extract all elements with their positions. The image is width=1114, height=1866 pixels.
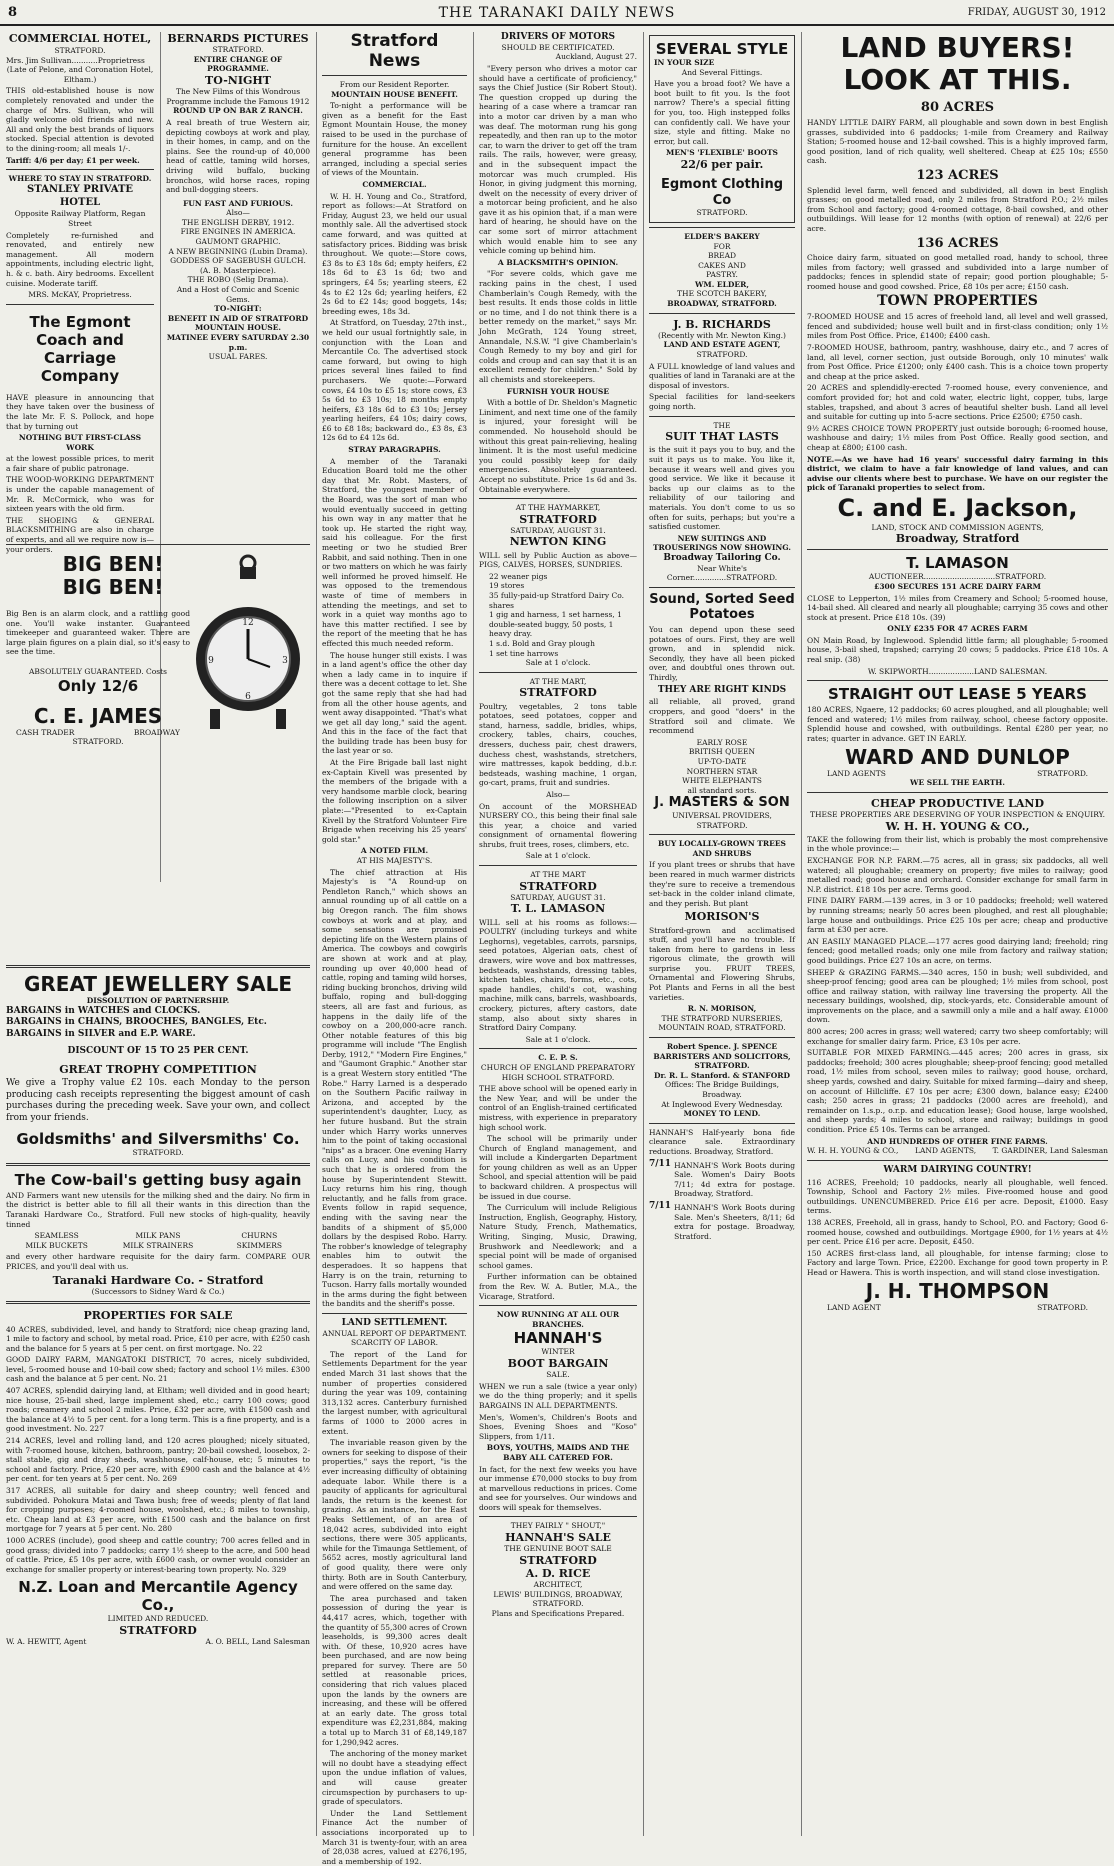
morison-text: If you plant trees or shrubs that have been reared in much warmer districts they're sure to receive a tremendous set-back in the colder inland climate, and they perish. But plant: [649, 860, 795, 908]
acres-text: HANDY LITTLE DAIRY FARM, all ploughable and sown down in best English grasses, subdivided into 6 paddocks; 1-mile from Creamery and Railway Station; 5-roomed house and 12-bail cowshed. This is a highly improved farm, good position, land of rich quality, well sheltered. Cheap at £25 10s; £550 cash.: [807, 117, 1108, 166]
list-item: SEAMLESS: [34, 1231, 79, 1241]
land-buyers-look: LOOK AT THIS.: [843, 63, 1072, 97]
hotel-title: COMMERCIAL HOTEL,: [8, 32, 152, 45]
acres-text: Choice dairy farm, situated on good metalled road, handy to school, three miles from factory; well grassed and subdivided into a large number of paddocks; fences in splendid state of repair; good portion ploughable; 5-roomed house and good cowshed. Price, £8 10s per acre; £150 cash.: [807, 253, 1108, 291]
acres-heading: 123 ACRES: [916, 167, 999, 183]
big-ben-guarantee: ABSOLUTELY GUARANTEED. Costs: [29, 666, 167, 676]
cheap-item: SUITABLE FOR MIXED FARMING.—445 acres; 200 acres in grass, six paddocks; freehold; 300 acres ploughable; sheep-proof fencing; good metalled road, 1½ miles from school, seven miles to railway; good house, orchard, sheep yards, cowshed and dairy. Suitable for mixed farming—dairy and sheep, on account of Hillcliffe. £7 10s per acre; £300 down, balance easy; £2400 cash; 250 acres in grass; 21 paddocks (2000 acres are freehold), and remainder on 1.s.p., o.r.p. and education lease); Good house, large woolshed, and sheep yards; 4 miles to school, store and railway; buildings in good condition. Price £5 10s. Terms can be arranged.: [807, 1048, 1108, 1135]
cheap-item: FINE DAIRY FARM.—139 acres, in 3 or 10 paddocks; freehold; well watered by running streams; nearly 50 acres been ploughed, and rest all ploughable; large house and outbuildings. Price £25 10s per acre; cheap and productive farm at £30 per acre.: [807, 896, 1108, 935]
thompson-right: STRATFORD.: [1037, 1302, 1088, 1312]
motor-place: Auckland, August 27.: [555, 52, 637, 62]
town-note: NOTE.—As we have had 16 years' successful dairy farming in this district, we claim to have a fair knowledge of land values, and can advise our clients where best to purchase. We have on our register the pick of Taranaki properties to select from.: [807, 454, 1108, 493]
jewellery-text: We give a Trophy value £2 10s. each Monday to the person producing cash receipts representing the biggest amount of cash purchases during the preceding week. Save your own, and collect from your friends.: [6, 1078, 310, 1123]
alarm-clock-icon: [190, 549, 310, 832]
style-men: MEN'S 'FLEXIBLE' BOOTS: [666, 148, 778, 158]
news-paragraph: The anchoring of the money market will no doubt have a steadying effect upon the undue inflation of values, and will cause greater circumspection by purchasers to up-grade of speculators.: [322, 1749, 467, 1807]
architect-sub: ARCHITECT,: [533, 1580, 583, 1590]
furnish-text: With a bottle of Dr. Sheldon's Magnetic Liniment, and next time one of the family is injured, your foresight will be commended. No household should be without this great pain-relieving, healing liniment. It is the most useful medicine you could possibly keep for daily emergencies. Absolutely guaranteed. Accept no substitute. Price 1s 6d and 3s. Obtainable everywhere.: [479, 398, 637, 494]
news-paragraph: W. H. H. Young and Co., Stratford, report as follows:—At Stratford on Friday, August 23, we held our usual monthly sale. All the advertised stock came forward, and was quitted at satisfactory prices. Bidding was brisk throughout. We quote:—Store cows, £3 8s to £3 18s 6d; empty heifers, £2 18s 6d to £3 1s 6d; two and springers, £4 5s; yearling steers, £2 4s to £2 12s 6d; yearling heifers, £2 2s 6d to £2 14s; good boggets, 14s; breeding ewes, 18s 3d.: [322, 191, 467, 316]
hotel-text: THIS old-established house is now completely renovated and under the charge of Mrs. Sullivan, who will gladly welcome old friends and new. All and only the best brands of liquors stocked. Special attention is devoted to the dining-room; all meals 1/-.: [6, 86, 154, 154]
stay-name: STANLEY PRIVATE HOTEL: [26, 183, 134, 208]
motor-sub: SHOULD BE CERTIFICATED.: [501, 42, 615, 52]
haymarket-date: SATURDAY, AUGUST 31.: [510, 525, 606, 535]
svg-text:9: 9: [208, 656, 214, 666]
lamason-offer-text: ON Main Road, by Inglewood. Splendid little farm; all ploughable; 5-roomed house, 3-bail shed, trapshed; carrying 20 cows; 5 paddocks. Price £18 10s. A real snip. (38): [807, 635, 1108, 665]
column-rule: [643, 32, 644, 1836]
cheap-title: CHEAP PRODUCTIVE LAND: [871, 796, 1044, 810]
furnish-title: FURNISH YOUR HOUSE: [506, 386, 610, 396]
list-item: 22 weaner pigs: [489, 571, 548, 581]
news-from: From our Resident Reporter.: [339, 80, 450, 90]
hannah-winter: WINTER: [541, 1347, 575, 1357]
nz-loan-title: N.Z. Loan and Mercantile Agency Co.,: [18, 1578, 298, 1615]
seed-title: Sound, Sorted Seed Potatoes: [649, 591, 795, 623]
nz-loan-sub: LIMITED AND REDUCED.: [107, 1614, 209, 1624]
spence-left: Robert Spence. J. SPENCE BARRISTERS AND SOLICITORS, STRATFORD.: [653, 1042, 791, 1071]
blacksmith-text: "For severe colds, which gave me racking pains in the chest, I used Chamberlain's Cough Remedy, with the best results. It ends those colds in little or no time, and I do not think there is a better remedy on the market," says Mr. John McGrath, 124 Young street, Annandale, N.S.W. "I give Chamberlain's Cough Remedy to my boy and girl for colds and croup and can say that it is an excellent remedy for children." Sold by all chemists and storekeepers.: [479, 269, 637, 384]
hannah-small-ad: HANNAH'S Work Boots during Sale. Men's Sheeters, 8/11; 6d extra for postage. Broadway, Stratford.: [674, 1202, 795, 1241]
architect-plans: Plans and Specifications Prepared.: [491, 1609, 625, 1619]
property-item: 317 ACRES, all suitable for dairy and sheep country; well fenced and subdivided. Pohokura Matai and Tawa bush; free of weeds; plenty of flat land for cropping purposes; 4-roomed house, woolshed, etc.; 8 miles to township, etc. Cheap land at £3 per acre, with £1500 cash and the balance on first mortgage for 7 years at 5 per cent. No. 280: [6, 1486, 310, 1534]
news-paragraph: At Stratford, on Tuesday, 27th inst., we held our usual fortnightly sale, in conjunction with the Loan and Mercantile Co. The advertised stock came forward, but owing to high prices several lines failed to find purchasers. We quote:—Forward cows, £4 10s to £5 1s; store cows, £3 5s 6d to £3 10s; 18 months empty heifers, £3 18s 6d to £3 10s; Jersey yearling heifers, £4 10s; dairy cows, £6 to £8 18s; backward do., £3 8s, £3 12s 6d to £4 12s 6d.: [322, 318, 467, 443]
nz-loan-agent: W. A. HEWITT, Agent: [6, 1637, 87, 1647]
lease-text: 180 ACRES, Ngaere, 12 paddocks; 60 acres ploughed, and all ploughable; well fenced and watered; 1½ miles from railway, school, cheese factory opposite. Splendid house and cowshed, with outbuildings. Rental £280 per year, no rates; quarter in advance. GET IN EARLY.: [807, 705, 1108, 744]
hannah2-place: STRATFORD: [519, 1553, 597, 1567]
list-item: CHURNS: [241, 1231, 278, 1241]
hotel-tariff: Tariff: 4/6 per day; £1 per week.: [6, 155, 140, 165]
morison-name: R. N. MORISON,: [687, 1004, 757, 1014]
news-paragraph: Under the Land Settlement Finance Act the number of associations incorporated up to March 31 is twenty-four, with an area of 28,038 acres, valued at £276,195, and a membership of 192.: [322, 1808, 467, 1866]
cheap-sign: T. GARDINER, Land Salesman: [992, 1146, 1108, 1156]
jackson-sub: LAND, STOCK AND COMMISSION AGENTS,: [871, 522, 1044, 532]
spence-right: Dr. R. L. Stanford. & STANFORD: [653, 1070, 791, 1080]
acres-heading: 136 ACRES: [916, 235, 999, 251]
big-ben-advert: [2, 540, 314, 960]
james-cash: CASH TRADER: [16, 727, 75, 737]
list-item: UP-TO-DATE: [697, 757, 747, 766]
school-text: The Curriculum will include Religious Instruction, English, Geography, History, Nature Study, French, Mathematics, Writing, Singing, Music, Drawing, Brushwork and Needlework; and a special point will be made of organised school games.: [479, 1203, 637, 1270]
pictures-text-3: A real breath of true Western air, depicting cowboys at work and play, in their homes, in camp, and on the plains. See the round-up of 40,000 head of cattle, taming wild horses, driving wild buffalo, bucking bronchos, wild horse races, roping and bull-dogging steers.: [166, 117, 310, 195]
hannah-title: HANNAH'S: [513, 1329, 603, 1348]
mart-text-2: On account of the MORSHEAD NURSERY CO., this being their final sale this year, a choice and varied consignment of ornamental flowering shrubs, fruit trees, roses, climbers, etc.: [479, 801, 637, 849]
pictures-text-4: FUN FAST AND FURIOUS.: [183, 198, 293, 208]
list-item: And a Host of Comic and Scenic Gems.: [176, 285, 300, 304]
school-title: C. E. P. S.: [538, 1053, 578, 1063]
svg-text:3: 3: [282, 656, 288, 666]
hannah2-sub: THE GENUINE BOOT SALE: [504, 1544, 612, 1554]
architect-name: A. D. RICE: [525, 1567, 591, 1581]
cheap-item: EXCHANGE FOR N.P. FARM.—75 acres, all in grass; six paddocks, all well watered; all ploughable; creamery on property; five miles to railway; good metalled road; good house and orchard. Consider exchange for small farm in N.P. district. £18 10s per acre. Terms good.: [807, 855, 1108, 894]
hannah-boys: BOYS, YOUTHS, MAIDS AND THE BABY ALL CATERED FOR.: [486, 1443, 630, 1462]
blacksmith-title: A BLACKSMITH'S OPINION.: [497, 257, 619, 267]
bakery-for: FOR: [713, 241, 731, 251]
news-subsection: ANNUAL REPORT OF DEPARTMENT.: [322, 1328, 467, 1338]
thompson-title: J. H. THOMPSON: [865, 1278, 1050, 1303]
cowbail-items: [6, 1231, 310, 1250]
school-text: THE above school will be opened early in the New Year, and will be under the control of an English-trained certificated mistress, with experience in preparatory high school work.: [479, 1084, 637, 1132]
morison-text-2: Stratford-grown and acclimatised stuff, and you'll have no trouble. If taken from here to gardens in less rigorous climate, the growth will surprise you. FRUIT TREES, Ornamental and Flowering Shrubs, Pot Plants and Ferns in all the best varieties.: [649, 925, 795, 1002]
mart-sale: Sale at 1 o'clock.: [525, 851, 591, 861]
hannah-now: NOW RUNNING AT ALL OUR BRANCHES.: [496, 1310, 620, 1329]
pictures-benefit: BENEFIT IN AID OF STRATFORD MOUNTAIN HOUSE.: [167, 313, 309, 333]
hotel-place: STRATFORD.: [54, 46, 106, 56]
hotel-note: (Late of Pelone, and Coronation Hotel, Eltham.): [6, 65, 154, 84]
suit-the: THE: [713, 420, 731, 430]
mart-text: Poultry, vegetables, 2 tons table potatoes, seed potatoes, copper and stand, harness, saddle, bridles, whips, crockery, tables, chairs, couches, dressers, duchess pair, chest drawers, duchess chest, washstands, stretchers, wire mattresses, kapok bedding, d.b.r. bedsteads, washing machine, 1 organ, go-cart, prams, fruit and sundries.: [479, 701, 637, 788]
column-rule: [801, 32, 802, 1836]
cheap-sign: LAND AGENTS,: [915, 1146, 977, 1156]
school-text: The school will be primarily under Church of England management, and will include a Kindergarten Department for young children as well as an Upper School, and special attention will be paid to backward children. A prospectus will be issued in due course.: [479, 1134, 637, 1201]
school-sub: CHURCH OF ENGLAND PREPARATORY HIGH SCHOOL STRATFORD.: [480, 1062, 636, 1082]
ward-title: WARD AND DUNLOP: [845, 744, 1070, 769]
list-item: A NEW BEGINNING (Lubin Drama).: [168, 246, 308, 256]
newton-king-text: WILL sell by Public Auction as above—PIGS, CALVES, HORSES, SUNDRIES.: [479, 550, 637, 570]
suit-near: Near White's Corner..............STRATFORD.: [666, 563, 778, 583]
haymarket-place: STRATFORD: [519, 512, 597, 526]
suit-new: NEW SUITINGS AND TROUSERINGS NOW SHOWING.: [652, 533, 792, 553]
cowbail-text-2: and every other hardware requisite for the dairy farm. COMPARE OUR PRICES, and you'll deal with us.: [6, 1252, 310, 1271]
list-item: MILK STRAINERS: [122, 1240, 194, 1250]
james-street: BROADWAY: [133, 727, 180, 737]
masters-place: STRATFORD.: [696, 820, 748, 830]
nz-loan-salesman: A. O. BELL, Land Salesman: [205, 1637, 310, 1647]
news-paragraph: The invariable reason given by the owners for seeking to dispose of their properties," says the report, "is the ever increasing difficulty of obtaining adequate labor. While there is a paucity of applicants for agricultural lands, the return is the keenest for grazing. As an instance, for the East Peaks Settlement, of an area of 18,042 acres, subdivided into eight sections, there were 305 applicants, while for the Timaunga Settlement, of 5652 acres, mostly agricultural land of good quality, there were only thirty. Both are in South Canterbury, and were offered on the same day.: [322, 1438, 467, 1592]
big-ben-text: Big Ben is an alarm clock, and a rattling good one. You'll wake instanter. Guaranteed timekeeper and guaranteed waker. There are large plain figures on a plain dial, so it's easy to see the time.: [6, 609, 190, 657]
list-item: MILK BUCKETS: [25, 1240, 88, 1250]
lamason-sign: W. SKIPWORTH...................LAND SALESMAN.: [867, 666, 1048, 676]
town-item: 7-ROOMED HOUSE and 15 acres of freehold land, all level and well grassed, fenced and subdivided; house well built and in first-class condition; only 1½ miles from Post Office. Price, £1400; £400 cash.: [807, 312, 1108, 341]
motor-title: DRIVERS OF MOTORS: [500, 32, 616, 42]
egmont-title: The Egmont Coach and Carriage Company: [29, 312, 131, 385]
lamason-sub: AUCTIONEER..............................STRATFORD.: [868, 572, 1047, 582]
news-paragraph: The house hunger still exists. I was in a land agent's office the other day when a lady came in to inquire if there was a decent cottage to let. She got the same reply that she had had from all the other house agents, and went away disappointed. "That's what we get all day long," said the agent. And this in the face of the fact that the building trade has been busy for the last year or so.: [322, 650, 467, 756]
stay-title: WHERE TO STAY IN STRATFORD.: [8, 174, 152, 184]
list-item: THE ENGLISH DERBY, 1912.: [181, 217, 295, 227]
lower-left-adverts: [2, 960, 314, 1836]
hannah-boot: BOOT BARGAIN: [507, 1356, 609, 1370]
news-section: LAND SETTLEMENT.: [341, 1317, 448, 1328]
pictures-place: STRATFORD.: [212, 45, 264, 55]
pictures-tonight-2: TO-NIGHT:: [214, 304, 262, 314]
cowbail-firm: Taranaki Hardware Co. - Stratford: [52, 1273, 264, 1287]
cheap-item: SHEEP & GRAZING FARMS.—340 acres, 150 in bush; well subdivided, and sheep-proof fencing; good area can be ploughed; 1½ miles from school, post office and railway station, with railway line traversing the property. All the necessary buildings, woolshed, dip, stock-yards, etc. Considerable amount of improvements on the place, and a sawmill only a mile and a half away. £1000 down.: [807, 967, 1108, 1025]
news-section: MOUNTAIN HOUSE BENEFIT.: [331, 89, 458, 99]
town-title: TOWN PROPERTIES: [877, 293, 1038, 310]
property-item: 214 ACRES, level and rolling land, and 120 acres ploughed; nicely situated, with 7-roomed house, kitchen, bathroom, pantry; 20-bail cowshed, loosebox, 2-stall stable, gig and dray sheds, washhouse, calf-house, etc; 5 minutes to school and factory. Price, £20 per acre, with £900 cash and the balance at 4½ per cent. for ten years at 5 per cent. No. 269: [6, 1436, 310, 1484]
cheap-firm: W. H. H. YOUNG & CO.,: [885, 819, 1030, 833]
warm-item: 138 ACRES, Freehold, all in grass, handy to School, P.O. and Factory; Good 6-roomed house, cowshed and outbuildings. Mortgage £900, for 1½ years at 4½ per cent. Price £16 per acre. Deposit, £450.: [807, 1217, 1108, 1247]
spence-money: MONEY TO LEND.: [683, 1109, 761, 1119]
list-item: FIRE ENGINES IN AMERICA.: [180, 227, 296, 237]
bakery-name: WM. ELDER,: [694, 279, 749, 289]
egmont-clothing-place: STRATFORD.: [696, 208, 748, 218]
cowbail-successors: (Successors to Sidney Ward & Co.): [91, 1286, 225, 1296]
properties-title: PROPERTIES FOR SALE: [83, 1309, 233, 1323]
style-title: SEVERAL STYLE: [655, 40, 789, 58]
thompson-left: LAND AGENT: [827, 1302, 881, 1312]
hannah-text: WHEN we run a sale (twice a year only) we do the thing properly; and it spells BARGAINS IN ALL DEPARTMENTS.: [479, 1381, 637, 1410]
suit-title: SUIT THAT LASTS: [665, 430, 779, 444]
morison-sub: THE STRATFORD NURSERIES,: [661, 1013, 783, 1023]
spence-offices: Offices: The Bridge Buildings, Broadway.: [664, 1080, 780, 1099]
hannah-fairly: THEY FAIRLY " SHOUT,": [510, 1521, 606, 1531]
cowbail-text: AND Farmers want new utensils for the milking shed and the dairy. No firm in the district is better able to fill all their wants in this direction than the Taranaki Hardware Co., Stratford. Full new stocks of high-quality, heavily tinned: [6, 1190, 310, 1229]
column-4: [475, 32, 641, 1836]
cowbail-title: The Cow-bail's getting busy again: [14, 1170, 302, 1189]
james-place: STRATFORD.: [72, 737, 124, 747]
list-item: (A. B. Masterpiece).: [199, 265, 276, 275]
suit-firm: Broadway Tailoring Co.: [663, 552, 781, 563]
list-item: 1 set tine harrows: [489, 648, 559, 658]
news-title: Stratford News: [350, 31, 439, 71]
column-2-top: [162, 32, 314, 502]
column-5: [645, 32, 799, 1836]
pictures-title: BERNARDS PICTURES: [167, 32, 309, 45]
cheap-item: 800 acres; 200 acres in grass; well watered; carry two sheep comfortably; will exchange for smaller dairy farm. Price, £3 10s per acre.: [807, 1027, 1108, 1046]
style-text: Have you a broad foot? We have a boot built to fit you. Is the foot narrow? There's a special fitting for you, too. High instepped folks can confidently call. We have your size, style and fitting. Make no error, but call.: [654, 79, 790, 146]
egmont-text-5: THE SHOEING & GENERAL BLACKSMITHING are also in charge of experts, and all we require now is—your orders.: [6, 515, 154, 554]
bakery-title: ELDER'S BAKERY: [684, 231, 760, 241]
seed-right: THEY ARE RIGHT KINDS: [657, 684, 787, 695]
column-rule: [473, 32, 474, 1836]
hotel-proprietor: Mrs. Jim Sullivan...........Proprietress: [6, 55, 145, 65]
hannah-price: 7/11: [649, 1200, 672, 1211]
news-paragraph: To-night a performance will be given as a benefit for the East Egmont Mountain House, the money raised to be used in the purchase of furniture for the house. An excellent general programme has been arranged, including a special series of views of the Mountain.: [322, 101, 467, 178]
ward-sell: WE SELL THE EARTH.: [910, 778, 1005, 788]
property-item: 1000 ACRES (include), good sheep and cattle country; 700 acres felled and in good grass; divided into 7 paddocks; carry 1½ sheep to the acre, and 500 head of cattle. Price, £5 10s per acre, with £600 cash, or owner would consider an exchange for smaller property or interest-bearing town property. No. 329: [6, 1535, 310, 1574]
news-section: STRAY PARAGRAPHS.: [348, 445, 441, 455]
masters-title: J. MASTERS & SON: [654, 795, 790, 811]
property-item: 407 ACRES, splendid dairying land, at Eltham; well divided and in good heart; nice house, 25-bail shed, large implement shed, etc.; carry 100 cows; good roads; creamery and school 2 miles. Price, £32 per acre, with £1500 cash and the balance at 4½ to 5 per cent. for a long term. This is a fine property, and is a good investment. No. 227: [6, 1386, 310, 1434]
acres-heading: 80 ACRES: [920, 100, 995, 116]
newspaper-title: THE TARANAKI DAILY NEWS: [438, 5, 676, 21]
masthead: [0, 0, 1114, 26]
nz-loan-place: STRATFORD: [119, 1623, 197, 1637]
newton-king-list: [479, 572, 637, 658]
architect-place: STRATFORD.: [532, 1599, 584, 1609]
newton-king-sale: Sale at 1 o'clock.: [525, 658, 591, 668]
stay-text: Completely re-furnished and renovated, and entirely new management. All modern appointments, including electric light, h. & c. bath. Airy bedrooms. Excellent cuisine. Moderate tariff.: [6, 230, 154, 288]
warm-item: 116 ACRES, Freehold; 10 paddocks, nearly all ploughable, well fenced. Township, School and Factory 2½ miles. Five-roomed house and good outbuildings. UNENCUMBERED. Price £16 per acre. Deposit, £1000. Easy terms.: [807, 1177, 1108, 1216]
motor-text: "Every person who drives a motor car should have a certificate of proficiency," says the Chief Justice (Sir Robert Stout). The question cropped up during the hearing of a case where a tramcar ran into a motor car driven by a man who was deaf. The motorman rung his gong repeatedly, and then ran up to the motor car, to warn the driver to get off the tram rails. The rails, however, were greasy, and in the subsequent impact the motorcar was much crumpled. His Honor, in giving judgment this morning, dwelt on the necessity of every driver of a motorcar being proficient, and he also gave it as his opinion that, if a man were hard of hearing, he should have on the car some sort of mirror attachment which would enable him to see any vehicle coming up behind him.: [479, 63, 637, 256]
news-paragraph: The report of the Land for Settlements Department for the year ended March 31 last shows that the number of properties considered during the year was 109, containing 313,132 acres. Canterbury furnished the largest number, with agricultural farms of 1000 to 2000 acres in extent.: [322, 1349, 467, 1436]
hannah2-title: HANNAH'S SALE: [505, 1531, 611, 1545]
column-3-stratford-news: [318, 31, 471, 1866]
richards-place: STRATFORD.: [696, 350, 748, 360]
hannah-small-ad: HANNAH'S Work Boots during Sale. Women's Dairy Boots 7/11; 4d extra for postage. Broadway, Stratford.: [674, 1160, 795, 1199]
cheap-sub: THESE PROPERTIES ARE DESERVING OF YOUR INSPECTION & ENQUIRY.: [809, 810, 1106, 820]
ward-sub: LAND AGENTS: [827, 768, 886, 778]
property-item: 40 ACRES, subdivided, level, and handy to Stratford; nice cheap grazing land, 1 mile to factory and school, by metal road. Price, £10 per acre, with £250 cash and the balance for 5 years at 5 per cent. on first mortgage. No. 22: [6, 1324, 310, 1353]
richards-title: J. B. RICHARDS: [673, 317, 771, 331]
architect-address: LEWIS' BUILDINGS, BROADWAY,: [493, 1589, 623, 1599]
svg-text:12: 12: [242, 618, 254, 628]
land-buyers-title: LAND BUYERS!: [840, 31, 1075, 64]
mart2-place: STRATFORD: [519, 879, 597, 893]
column-6-land: [803, 32, 1112, 1836]
richards-text-2: Special facilities for land-seekers going north.: [649, 392, 795, 411]
list-item: 1 gig and harness, 1 set harness, 1 double-seated buggy, 50 posts, 1 heavy dray.: [489, 610, 622, 639]
news-paragraph: At the Fire Brigade ball last night ex-Captain Kivell was presented by the members of the brigade with a very handsome marble clock, bearing the following inscription on a silver plate:—"Presented to ex-Captain Kivell by the Stratford Volunteer Fire Brigade when receiving his 25 years' gold star.": [322, 758, 467, 844]
acres-text: Splendid level farm, well fenced and subdivided, all down in best English grasses; on good metalled road, only 2 miles from Stratford P.O.; 2½ miles from School and factory; good 4-roomed cottage, 8-bail cowshed, and other outbuildings. Will lease for 12 months (with option of renewal) at 22/6 per acre.: [807, 185, 1108, 233]
pictures-text-2: ROUND UP ON BAR Z RANCH.: [173, 106, 303, 116]
masters-sub: UNIVERSAL PROVIDERS,: [672, 810, 772, 820]
hannah-text-2: Men's, Women's, Children's Boots and Shoes, Evening Shoes and "Koso" Slippers, from 1/11.: [479, 1412, 637, 1441]
egmont-text-2: NOTHING BUT FIRST-CLASS WORK: [18, 433, 142, 452]
jewellery-line-2: BARGAINS in CHAINS, BROOCHES, BANGLES, Etc.: [6, 1017, 267, 1028]
morison-buy: BUY LOCALLY-GROWN TREES AND SHRUBS: [658, 839, 786, 858]
jewellery-sub: DISSOLUTION OF PARTNERSHIP.: [86, 996, 230, 1005]
style-price: 22/6 per pair.: [680, 157, 764, 171]
jewellery-firm: Goldsmiths' and Silversmiths' Co.: [16, 1130, 300, 1149]
mart2-at: AT THE MART: [530, 870, 586, 880]
list-item: SKIMMERS: [236, 1240, 282, 1250]
news-paragraph: The chief attraction at His Majesty's is "A Round-up on Pendleton Ranch," which shows an annual rounding up of all cattle on a big Oregon ranch. The film shows cowboys at work and at play, and some sensations are promised depicting life on the Western plains of America. The cowboys and cowgirls are shown at work and at play, rounding up over 40,000 head of cattle, roping and taming wild horses, riding bucking bronchos, driving wild buffalo, roping and bull-dogging steers, all are fast and furious, as happens in the daily life of the cowboy on a 200,000-acre ranch. Other notable features of this big programme will include "The English Derby, 1912," "Modern Fire Engines," and "Gaumont Graphic." Another star is a great Western story entitled "The Robe." Harry Larned is a desperado on the Southern Pacific railway in Arizona, and accepted by the superintendent's daughter, Lucy, as her future husband. But the strain under which Harry works unnerves him to the point of taking occasional "nips" as a bracer. One evening Harry calls on Lucy, and his condition is such that he is ordered from the house by Superintendent Stewitt. Lucy returns him his ring, though reluctantly, and he falls from grace. Events follow in rapid sequence, ending with the saving near the bandits of a shipment of $5,000 dollars by the despised Robo. Harry. The robber's knowledge of telegraphy enables him to outwit the desperadoes. It so happens that Harry is on the train, returning to Tucson. Harry falls mortally wounded in the arms during the fight between the bandits and the sheriff's posse.: [322, 867, 467, 1309]
cheap-text: TAKE the following from their list, which is probably the most comprehensive in the whole province:—: [807, 834, 1108, 854]
list-item: MILK PANS: [135, 1231, 181, 1241]
big-ben-price: Only 12/6: [57, 676, 139, 695]
ward-place: STRATFORD.: [1037, 768, 1088, 778]
jewellery-line-3: BARGAINS in SILVER and E.P. WARE.: [6, 1028, 196, 1039]
richards-land: LAND AND ESTATE AGENT,: [663, 340, 781, 350]
news-section: A NOTED FILM.: [360, 846, 429, 856]
james-name: C. E. JAMES: [33, 703, 163, 728]
jewellery-discount: DISCOUNT OF 15 TO 25 PER CENT.: [67, 1046, 249, 1057]
warm-item: 150 ACRES first-class land, all ploughable, for intense farming; close to Factory and large Town. Price, £2200. Exchange for good town property in P. Head or Hawera. This is worth inspection, and will stand close investigation.: [807, 1248, 1108, 1277]
list-item: 19 stores: [489, 581, 525, 591]
pictures-change: ENTIRE CHANGE OF PROGRAMME.: [193, 54, 283, 74]
hannah-text-3: In fact, for the next few weeks you have our immense £70,000 stocks to buy from at marvellous reductions in prices. Come and see for yourselves. Our windows and doors will speak for themselves.: [479, 1464, 637, 1512]
newton-king: NEWTON KING: [509, 535, 607, 549]
lamason-offer: ONLY £235 FOR 47 ACRES FARM: [887, 624, 1028, 634]
lamason-sale: Sale at 1 o'clock.: [525, 1034, 591, 1044]
list-item: GAUMONT GRAPHIC.: [195, 237, 281, 247]
news-subsection: SCARCITY OF LABOR.: [351, 1338, 438, 1348]
big-ben-heading-2: BIG BEN!: [62, 575, 164, 599]
lamason-title: T. L. LAMASON: [510, 902, 606, 916]
list-item: GODDESS OF SAGEBUSH GULCH.: [170, 256, 306, 266]
list-item: 35 fully-paid-up Stratford Dairy Co. shares: [489, 591, 625, 610]
list-item: WHITE ELEPHANTS: [682, 776, 762, 786]
hannah-sale: SALE.: [546, 1370, 570, 1380]
bakery-place: BROADWAY, STRATFORD.: [667, 299, 777, 309]
pictures-matinee: MATINEE EVERY SATURDAY 2.30 p.m.: [166, 333, 310, 352]
morison-title: MORISON'S: [684, 910, 760, 924]
bakery-item: CAKES AND: [698, 260, 746, 270]
seed-text: You can depend upon these seed potatoes of ours. First, they are well grown, and in splendid nick. Secondly, they have all been picked over, and doubtful ones thrown out. Thirdly,: [649, 625, 795, 683]
jackson-place: Broadway, Stratford: [895, 532, 1020, 546]
list-item: BRITISH QUEEN: [688, 747, 756, 757]
list-item: 1 s.d. Bold and Gray plough: [489, 639, 595, 649]
issue-date: FRIDAY, AUGUST 30, 1912: [967, 7, 1106, 18]
cheap-sign: W. H. H. YOUNG & CO.,: [807, 1146, 899, 1156]
list-item: EARLY ROSE: [696, 737, 748, 747]
mart-at: AT THE MART,: [529, 676, 587, 686]
page-number: 8: [8, 5, 18, 20]
list-item: Also—: [226, 208, 250, 218]
jewellery-title: GREAT JEWELLERY SALE: [23, 972, 293, 996]
hannah-price: 7/11: [649, 1158, 672, 1169]
bakery-sub: THE SCOTCH BAKERY,: [677, 289, 767, 299]
egmont-text-4: THE WOOD-WORKING DEPARTMENT is under the capable management of Mr. R. McCormick, who was for sixteen years with the old firm.: [6, 475, 154, 514]
richards-sub: (Recently with Mr. Newton King.): [658, 330, 786, 340]
svg-text:6: 6: [245, 692, 251, 702]
spence-branch: At Inglewood Every Wednesday.: [661, 1099, 783, 1109]
mart2-date: SATURDAY, AUGUST 31.: [510, 892, 606, 902]
list-item: all standard sorts.: [687, 785, 757, 795]
jewellery-trophy: GREAT TROPHY COMPETITION: [59, 1062, 257, 1076]
bakery-item: BREAD: [707, 251, 737, 261]
morison-address: MOUNTAIN ROAD, STRATFORD.: [658, 1023, 786, 1033]
lamason-offer: £300 SECURES 151 ACRE DAIRY FARM: [874, 581, 1041, 591]
news-paragraph: A member of the Taranaki Education Board told me the other day that Mr. Robt. Masters, of Stratford, the youngest member of the Board, was the sort of man who would eventually succeed in getting his own way in any matter that he took up. He started the right way, said his colleague. For the first meeting or two he studied Brer Rabbit, and said nothing. Then in one or two matters on which he was fairly well informed he proved himself. He was opposed to the tremendous waste of time of members in attending the meetings, and set to work in a quiet way months ago to have this matter rectified. I see by the report of the meeting that he has effected this much needed reform.: [322, 456, 467, 648]
town-item: 9½ ACRES CHOICE TOWN PROPERTY just outside borough; 6-roomed house, washhouse and dairy; 1½ miles from Post Office. Really good section, and cheap at £800; £100 cash.: [807, 423, 1108, 452]
lamason-text: WILL sell at his rooms as follows:—POULTRY (including turkeys and white Leghorns), vegetables, carrots, parsnips, seed potatoes, Algerian oats, chest of drawers, wire wove and box mattresses, bedsteads, washstands, dressing tables, kitchen tables, chairs, forms, etc., cots, spade handles, child's cot, washing machine, milk cans, barrels, washboards, crockery, pictures, aftery castors, date stamp, also about sixty shares in Stratford Dairy Company.: [479, 917, 637, 1033]
school-text: Further information can be obtained from the Rev. W. A. Butler, M.A., the Vicarage, Stratford.: [479, 1272, 637, 1301]
lamason-title-2: T. LAMASON: [906, 554, 1009, 573]
cheap-hundreds: AND HUNDREDS OF OTHER FINE FARMS.: [867, 1136, 1048, 1146]
stay-address: Opposite Railway Platform, Regan Street: [14, 209, 146, 228]
list-item: NORTHERN STAR: [686, 766, 758, 776]
property-item: GOOD DAIRY FARM, MANGATOKI DISTRICT, 70 acres, nicely subdivided, level, 5-roomed house and 10-bail cow shed; factory and school 1½ miles. £300 cash and the balance at 5 per cent. No. 21: [6, 1355, 310, 1384]
haymarket-at: AT THE HAYMARKET,: [515, 503, 601, 513]
egmont-text-3: at the lowest possible prices, to merit a fair share of public patronage.: [6, 454, 154, 473]
jackson-title: C. and E. Jackson,: [837, 493, 1078, 522]
lamason-offer-text: CLOSE to Lepperton, 1½ miles from Creamery and School; 5-roomed house, 14-bail shed. All cleared and nearly all ploughable; carrying 35 cows and other stock at present. Price £18 10s. (39): [807, 593, 1108, 622]
news-paragraph: The area purchased and taken possession of during the year is 44,417 acres, which, together with the quantity of 55,300 acres of Crown leaseholds, is 99,300 acres dealt with. Of these, 10,920 acres have been purchased, and are now being prepared for survey. There are 50 settled at reasonable prices, considering that rich values placed upon the lands by the owners are increasing, and these will be offered at an early date. The gross total expenditure was £2,231,884, making a total up to March 31 of £8,149,187 for 1,290,942 acres.: [322, 1593, 467, 1747]
jewellery-place: STRATFORD.: [132, 1148, 184, 1158]
style-and: And Several Fittings.: [681, 67, 763, 77]
pictures-text-1: The New Films of this Wondrous Programme include the Famous 1912: [166, 87, 310, 106]
lease-title: STRAIGHT OUT LEASE 5 YEARS: [828, 685, 1087, 704]
pictures-tonight: TO-NIGHT: [205, 73, 271, 87]
pictures-fares: USUAL FARES.: [208, 352, 268, 362]
egmont-clothing: Egmont Clothing Co: [660, 177, 784, 208]
big-ben-heading-1: BIG BEN!: [62, 552, 164, 576]
style-in: IN YOUR SIZE: [654, 58, 715, 67]
town-item: 7-ROOMED HOUSE, bathroom, pantry, washhouse, dairy etc., and 7 acres of land, all level, corner section, just outside Borough, only 10 minutes' walk from Post Office. Price £1200; only £400 cash. This is a choice town property and cheap at the price asked.: [807, 343, 1108, 381]
pictures-list: [166, 208, 310, 304]
seed-text-2: all reliable, all proved, grand croppers, and good "doers" in the Stratford soil and climate. We recommend: [649, 697, 795, 736]
news-subsection: AT HIS MAJESTY'S.: [356, 856, 433, 865]
column-rule: [316, 32, 317, 1836]
town-item: 20 ACRES and splendidly-erected 7-roomed house, every convenience, and comfort provided for; hot and cold water, electric light, copper, tubs, large stables, trapshed, and about 3 acres of beautiful shelter bush. Land all level and suitable for cutting up into 5-acre sections. Price £2500; £750 cash.: [807, 383, 1108, 422]
hannah-small-ad: HANNAH'S Half-yearly bona fide clearance sale. Extraordinary reductions. Broadway, Stratford.: [649, 1127, 795, 1156]
cheap-item: AN EASILY MANAGED PLACE.—177 acres good dairying land; freehold; ring fenced; good metalled roads; only one mile from factory and railway station; good buildings. Price £27 10s an acre, on terms.: [807, 936, 1108, 965]
news-section: COMMERCIAL.: [362, 180, 427, 190]
richards-text: A FULL knowledge of land values and qualities of land in Taranaki are at the disposal of investors.: [649, 361, 795, 390]
jewellery-line-1: BARGAINS in WATCHES and CLOCKS.: [6, 1005, 201, 1016]
suit-text: is the suit it pays you to buy, and the suit it pays us to make. You like it, because it wears well and gives you good service. We like it because it backs up our claims as to the reliability of our tailoring and materials. You don't come to us so often for suits, perhaps; but you're a satisfied customer.: [649, 445, 795, 532]
egmont-text-1: HAVE pleasure in announcing that they have taken over the business of the late Mr. F. S. Pollock, and hope that by turning out: [6, 392, 154, 431]
stay-proprietor: MRS. McKAY, Proprietress.: [28, 290, 132, 300]
bakery-item: PASTRY.: [706, 270, 738, 280]
mart-place: STRATFORD: [519, 686, 597, 700]
list-item: THE ROBO (Selig Drama).: [187, 275, 289, 285]
mart-also: Also—: [546, 789, 570, 799]
warm-title: WARM DAIRYING COUNTRY!: [883, 1164, 1032, 1175]
